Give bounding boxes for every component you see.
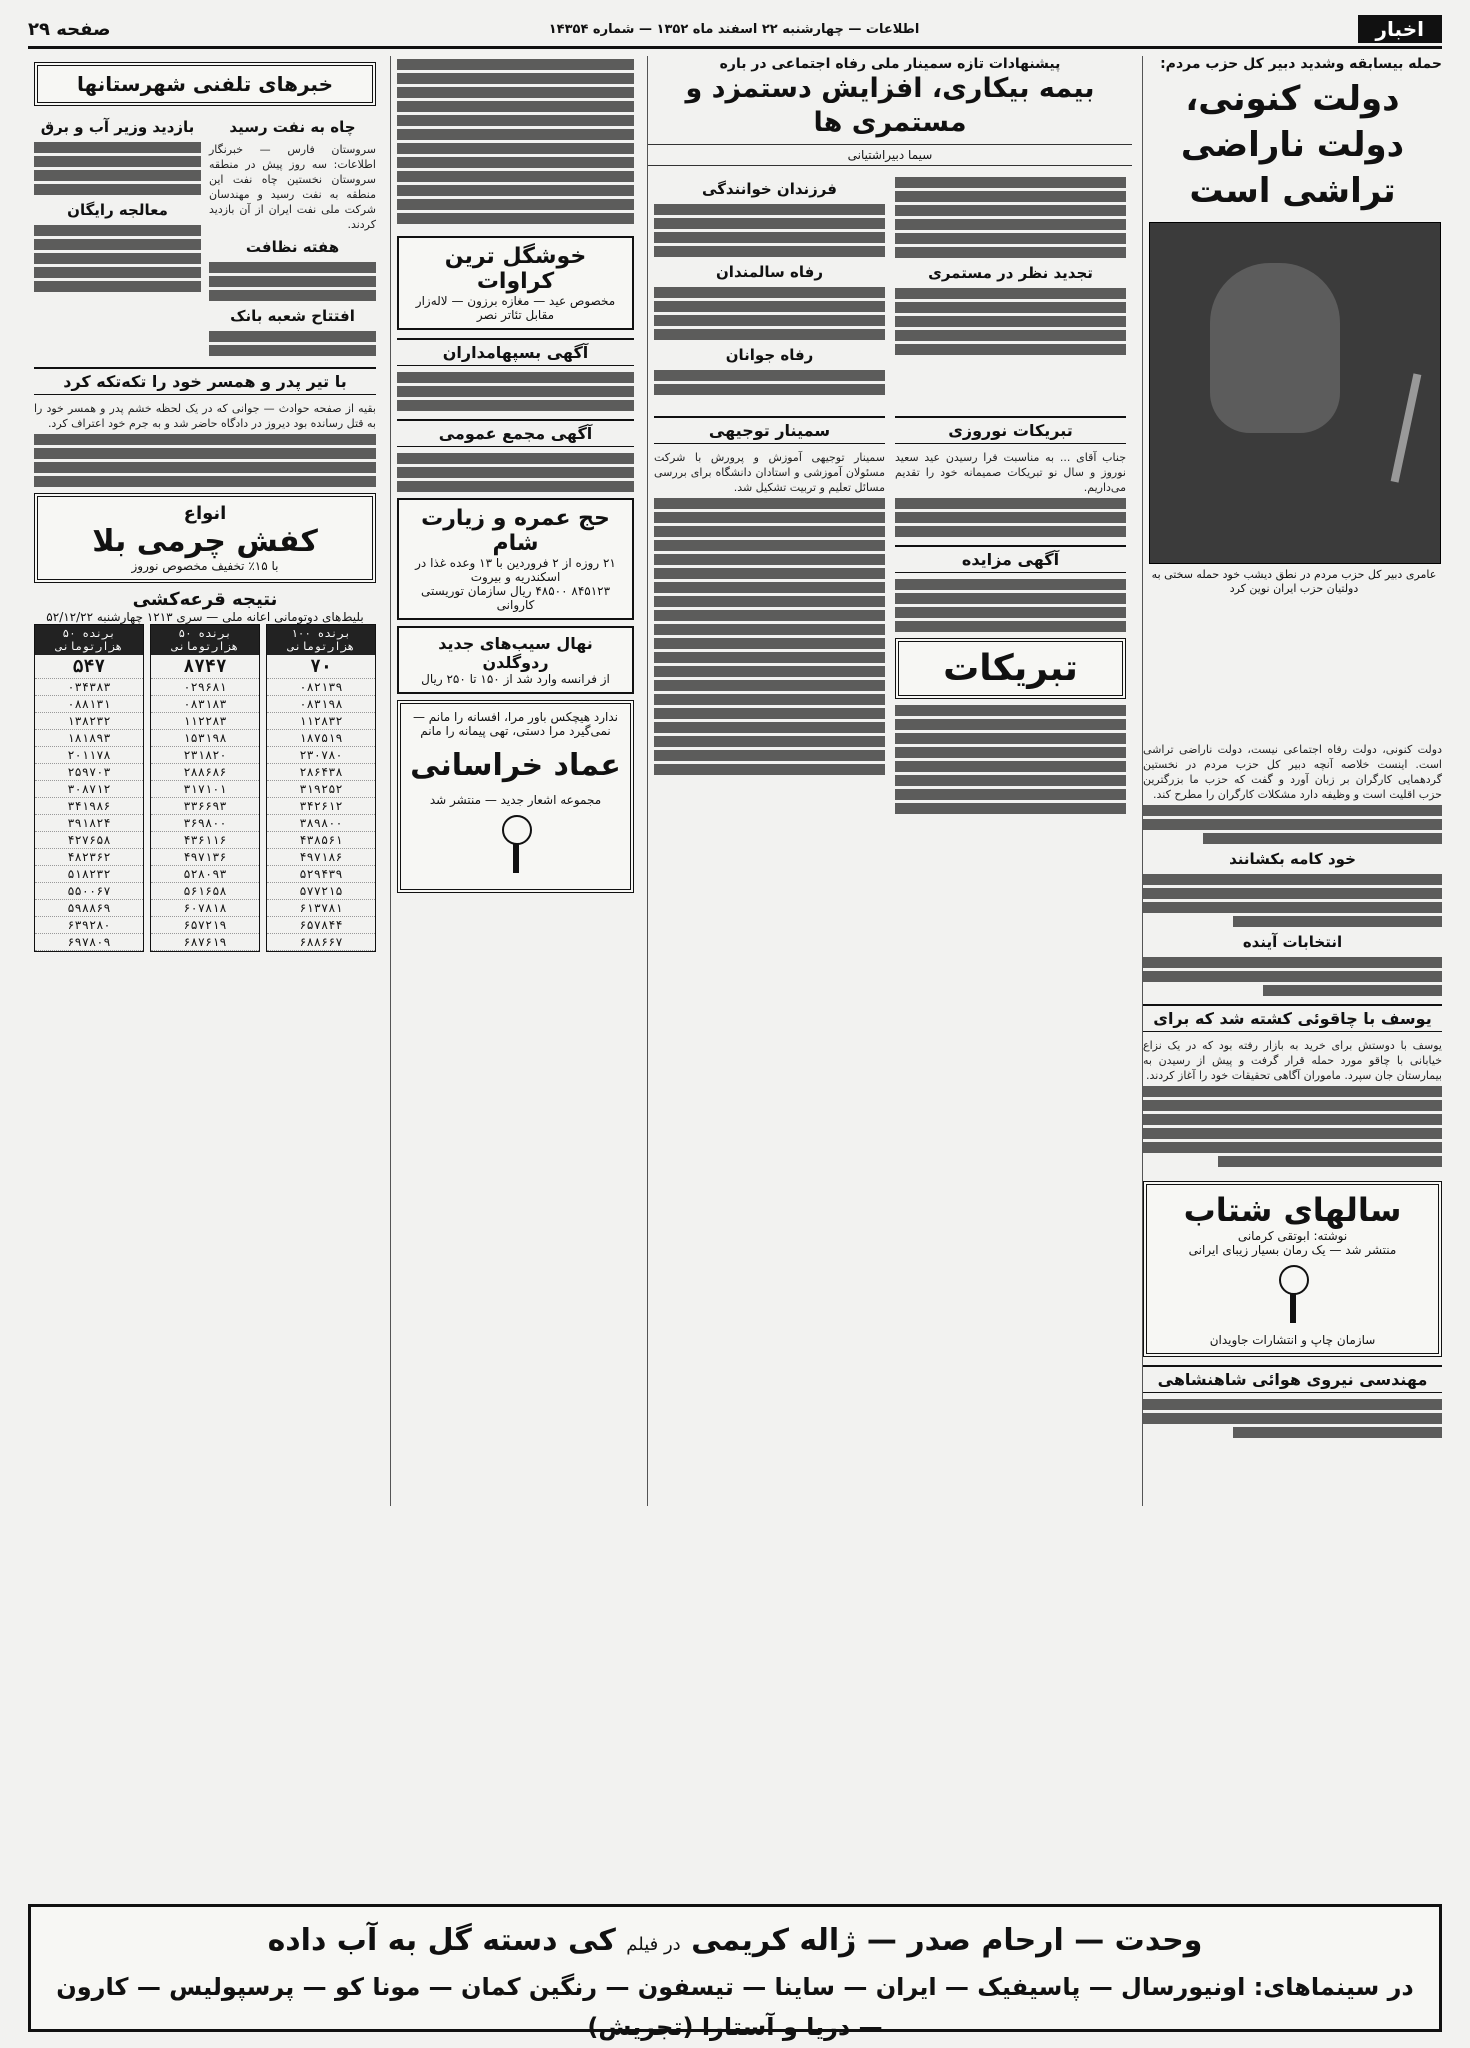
film-line1 <box>41 1919 1429 1967</box>
lead-subhead-elections: انتخابات آینده <box>1242 933 1343 951</box>
seminar-column <box>647 56 1132 1506</box>
lottery-number: ۶۸۸۶۶۷ <box>267 934 375 951</box>
lottery-number: ۳۶۹۸۰۰ <box>151 815 259 832</box>
hajj-ad <box>397 498 634 620</box>
ties-ad-sub: مخصوص عید — مغازه برزون — لاله‌زار مقابل تئاتر نصر <box>415 294 616 322</box>
hajj-ad-title: حج عمره و زیارت شام <box>421 506 610 556</box>
lottery-number: ۳۳۶۶۹۳ <box>151 798 259 815</box>
ties-ad-title: خوشگل ترین کراوات <box>444 244 587 294</box>
lottery-number: ۱۱۲۲۸۳ <box>151 713 259 730</box>
lottery-number: ۴۹۷۱۳۶ <box>151 849 259 866</box>
years-ad-publisher: سازمان چاپ و انتشارات جاویدان <box>1209 1333 1376 1347</box>
issue-info: اطلاعات — چهارشنبه ۲۲ اسفند ماه ۱۳۵۲ — شماره ۱۴۳۵۴ <box>548 21 920 37</box>
lottery-prize: برنده ۱۰۰ هزارتومانی <box>267 625 375 655</box>
lottery-number: ۱۵۳۱۹۸ <box>151 730 259 747</box>
film-cinemas: در سینماهای: اونیورسال — پاسیفیک — ایران — ساینا — تیسفون — رنگین کمان — مونا کو — پرسپولیس — کارون — دریا و آستارا (تجریش) <box>56 1973 1414 2041</box>
lottery-number: ۵۲۸۰۹۳ <box>151 866 259 883</box>
air-force-headline: مهندسی نیروی هوائی شاهنشاهی <box>1143 1365 1442 1393</box>
province-item-free: معالجه رایگان <box>67 201 168 219</box>
lottery-number: ۲۳۰۷۸۰ <box>267 747 375 764</box>
lottery-number: ۵۶۱۶۵۸ <box>151 883 259 900</box>
lottery-number: ۰۸۸۱۳۱ <box>35 696 143 713</box>
years-ad-author: نوشته: ابوتقی کرمانی <box>1237 1229 1348 1243</box>
yousef-headline: یوسف با چاقوئی کشته شد که برای <box>1143 1004 1442 1032</box>
publisher-logo-icon <box>1273 1265 1313 1325</box>
shoes-ad-line2: کفش چرمی بلا <box>92 524 318 559</box>
lottery-number: ۶۹۷۸۰۹ <box>35 934 143 951</box>
lottery-number: ۱۸۷۵۱۹ <box>267 730 375 747</box>
family-story-headline: با تیر پدر و همسر خود را تکه‌تکه کرد <box>34 367 376 395</box>
lottery-number: ۳۰۸۷۱۲ <box>35 781 143 798</box>
provinces-title: خبرهای تلفنی شهرستانها <box>77 72 333 96</box>
shoes-ad-line1: انواع <box>183 503 227 524</box>
lottery-number: ۵۱۸۲۳۲ <box>35 866 143 883</box>
golden-ad-sub: از فرانسه وارد شد از ۱۵۰ تا ۲۵۰ ریال <box>421 672 610 686</box>
province-item-oil: چاه به نفت رسید <box>229 118 356 136</box>
microphone-shape <box>1391 373 1422 482</box>
page-number: صفحه ۲۹ <box>28 18 111 40</box>
lottery-number: ۰۸۳۱۹۸ <box>267 696 375 713</box>
lottery-prize: برنده ۵۰ هزارتومانی <box>35 625 143 655</box>
lottery-number: ۲۳۱۸۲۰ <box>151 747 259 764</box>
film-cast: وحدت — ارحام صدر — ژاله کریمی <box>691 1923 1203 1958</box>
lottery-number: ۶۳۹۲۸۰ <box>35 917 143 934</box>
lottery-number: ۵۷۷۲۱۵ <box>267 883 375 900</box>
lottery-winning-number: ۷۰ <box>267 655 375 679</box>
lead-subhead-workers: خود کامه بکشانند <box>1229 850 1356 868</box>
lottery-number: ۰۸۲۱۳۹ <box>267 679 375 696</box>
lottery-number: ۵۹۸۸۶۹ <box>35 900 143 917</box>
hajj-ad-sub: ۲۱ روزه از ۲ فروردین با ۱۳ وعده غذا در اسکندریه و بیروت <box>415 556 616 584</box>
seminar-byline: سیما دبیراشتیانی <box>648 144 1132 166</box>
lottery-number: ۴۲۷۶۵۸ <box>35 832 143 849</box>
speaker-figure <box>1210 263 1340 433</box>
shoes-ad <box>34 493 376 583</box>
tender-headline: آگهی مزایده <box>895 545 1126 573</box>
lottery-number: ۵۲۹۴۳۹ <box>267 866 375 883</box>
health-seminar-headline: سمینار توجیهی <box>654 416 885 444</box>
congrats-box <box>895 638 1126 699</box>
lead-kicker: حمله بیسابقه وشدید دبیر کل حزب مردم: <box>1160 56 1442 72</box>
lead-photo <box>1149 222 1441 564</box>
yousef-body: یوسف با دوستش برای خرید به بازار رفته بود که در یک نزاع خیابانی با چاقو مورد حمله قرار گرفت و پیش از رسیدن به بیمارستان جان سپرد. ماموران آگاهی تحقیقات خود را آغاز کردند. <box>1143 1039 1442 1082</box>
lottery-column <box>34 624 144 952</box>
lottery-number: ۳۱۷۱۰۱ <box>151 781 259 798</box>
lottery-number: ۶۵۷۸۴۴ <box>267 917 375 934</box>
lottery-number: ۴۸۲۳۶۲ <box>35 849 143 866</box>
congrats-title: تبریکات <box>943 648 1078 689</box>
ads-column <box>390 56 640 1506</box>
lottery-number: ۳۱۹۲۵۲ <box>267 781 375 798</box>
years-ad-sub: منتشر شد — یک رمان بسیار زیبای ایرانی <box>1188 1243 1397 1257</box>
shoes-ad-line3: با ۱۵٪ تخفیف مخصوص نوروز <box>131 559 279 573</box>
lottery-number: ۳۸۹۸۰۰ <box>267 815 375 832</box>
photo-caption: عامری دبیر کل حزب مردم در نطق دیشب خود حمله سختی به دولتیان حزب ایران نوین کرد <box>1151 568 1437 595</box>
provinces-column <box>30 56 380 1506</box>
lead-headline: دولت کنونی، دولت ناراضی تراشی است <box>1180 79 1405 211</box>
lottery-number: ۰۸۳۱۸۳ <box>151 696 259 713</box>
golden-ad <box>397 626 634 694</box>
seminar-kicker: پیشنهادات تازه سمینار ملی رفاه اجتماعی در باره <box>719 56 1061 72</box>
seminar-headline: بیمه بیکاری، افزایش دستمزد و مستمری ها <box>685 73 1095 138</box>
lottery-number: ۶۵۷۲۱۹ <box>151 917 259 934</box>
family-story-body: بقیه از صفحه حوادث — جوانی که در یک لحظه خشم پدر و همسر خود را به قتل رسانده بود دیروز در دادگاه حاضر شد و به جرم خود اعتراف کرد. <box>34 402 376 430</box>
lottery-number: ۴۹۷۱۸۶ <box>267 849 375 866</box>
ties-ad <box>397 236 634 330</box>
lottery-column <box>150 624 260 952</box>
province-item-clean: هفته نظافت <box>245 238 340 256</box>
lottery-number: ۶۰۷۸۱۸ <box>151 900 259 917</box>
lottery-number: ۵۵۰۰۶۷ <box>35 883 143 900</box>
lottery-number: ۳۹۱۸۲۴ <box>35 815 143 832</box>
years-ad <box>1143 1181 1442 1357</box>
lottery-number: ۶۸۷۶۱۹ <box>151 934 259 951</box>
lottery-sub: بلیط‌های دوتومانی اعانه ملی — سری ۱۲۱۳ چهارشنبه ۵۲/۱۲/۲۲ <box>46 610 364 624</box>
film-title: کی دسته گل به آب داده <box>267 1923 616 1958</box>
lottery-number: ۴۳۶۱۱۶ <box>151 832 259 849</box>
lottery-number: ۲۰۱۱۷۸ <box>35 747 143 764</box>
lead-story-column <box>1142 56 1442 1506</box>
health-seminar-body: سمینار توجیهی آموزش و پرورش با شرکت مسئولان آموزشی و استادان دانشگاه برای بررسی مسائل تعلیم و تربیت تشکیل شد. <box>654 451 885 494</box>
film-word: در فیلم <box>626 1934 681 1955</box>
book-ad-quote: ندارد هیچکس باور مرا، افسانه را مانم — نمی‌گیرد مرا دستی، تهی پیمانه را مانم <box>412 710 619 738</box>
book-ad <box>397 700 634 893</box>
publisher-logo-icon <box>496 815 536 875</box>
golden-ad-title: نهال سیب‌های جدید ردوگلدن <box>438 634 593 672</box>
lottery-winning-number: ۸۷۴۷ <box>151 655 259 679</box>
lottery-title: نتیجه قرعه‌کشی <box>132 589 278 610</box>
book-ad-title: عماد خراسانی <box>410 748 621 783</box>
film-banner <box>28 1904 1442 2041</box>
lottery-number: ۳۴۱۹۸۶ <box>35 798 143 815</box>
lottery-number: ۳۴۲۶۱۲ <box>267 798 375 815</box>
lottery-number: ۲۸۸۶۸۶ <box>151 764 259 781</box>
seminar-subhead-insurance: تجدید نظر در مستمری <box>928 264 1093 282</box>
lottery-number: ۲۵۹۷۰۳ <box>35 764 143 781</box>
lottery-prize: برنده ۵۰ هزارتومانی <box>151 625 259 655</box>
lottery-table <box>34 624 376 952</box>
section-badge: اخبار <box>1358 15 1442 43</box>
lead-intro: دولت کنونی، دولت رفاه اجتماعی نیست، دولت ناراضی تراشی است. اینست خلاصه آنچه دبیر کل حزب مردم در نخستین گردهمایی کارگران بر زبان آورد و گفت که حزب ما بزرگترین حزب اقلیت است و وظیفه دارد مشکلات کارگران را مطرح کند. <box>1143 743 1442 801</box>
tabriz-body: جناب آقای ... به مناسبت فرا رسیدن عید سعید نوروز و سال نو تبریکات صمیمانه خود را تقدیم می‌داریم. <box>895 451 1126 494</box>
masthead <box>28 12 1442 49</box>
years-ad-title: سالهای شتاب <box>1183 1191 1402 1229</box>
book-ad-sub: مجموعه اشعار جدید — منتشر شد <box>429 793 602 807</box>
province-body: سروستان فارس — خبرنگار اطلاعات: سه روز پیش در منطقه سروستان نخستین چاه نفت این منطقه به نفت رسید و مهندسان شرکت ملی نفت ایران از آن بازدید کردند. <box>209 143 376 231</box>
provinces-title-box <box>34 62 376 106</box>
lottery-number: ۱۱۲۸۳۲ <box>267 713 375 730</box>
shareholders-headline: آگهی بسپهامداران <box>397 338 634 366</box>
assembly-headline: آگهی مجمع عمومی <box>397 419 634 447</box>
province-item-minister: بازدید وزیر آب و برق <box>40 118 195 136</box>
lottery-winning-number: ۵۴۷ <box>35 655 143 679</box>
seminar-subhead-welfare: رفاه سالمندان <box>716 263 823 281</box>
lottery-number: ۶۱۳۷۸۱ <box>267 900 375 917</box>
lottery-number: ۱۳۸۲۳۲ <box>35 713 143 730</box>
tabriz-headline: تبریکات نوروزی <box>895 416 1126 444</box>
seminar-subhead-youth: رفاه جوانان <box>725 346 814 364</box>
province-item-bank: افتتاح شعبه بانک <box>230 307 355 325</box>
lottery-number: ۴۳۸۵۶۱ <box>267 832 375 849</box>
hajj-ad-phone: ۸۴۵۱۲۳ ۴۸۵۰۰ ریال سازمان توریستی کاروانی <box>420 584 611 612</box>
lottery-number: ۱۸۱۸۹۳ <box>35 730 143 747</box>
seminar-subhead-child: فرزندان خوانندگی <box>702 180 837 198</box>
lottery-number: ۰۳۴۳۸۳ <box>35 679 143 696</box>
lottery-number: ۲۸۶۴۳۸ <box>267 764 375 781</box>
lottery-column <box>266 624 376 952</box>
lottery-number: ۰۲۹۶۸۱ <box>151 679 259 696</box>
